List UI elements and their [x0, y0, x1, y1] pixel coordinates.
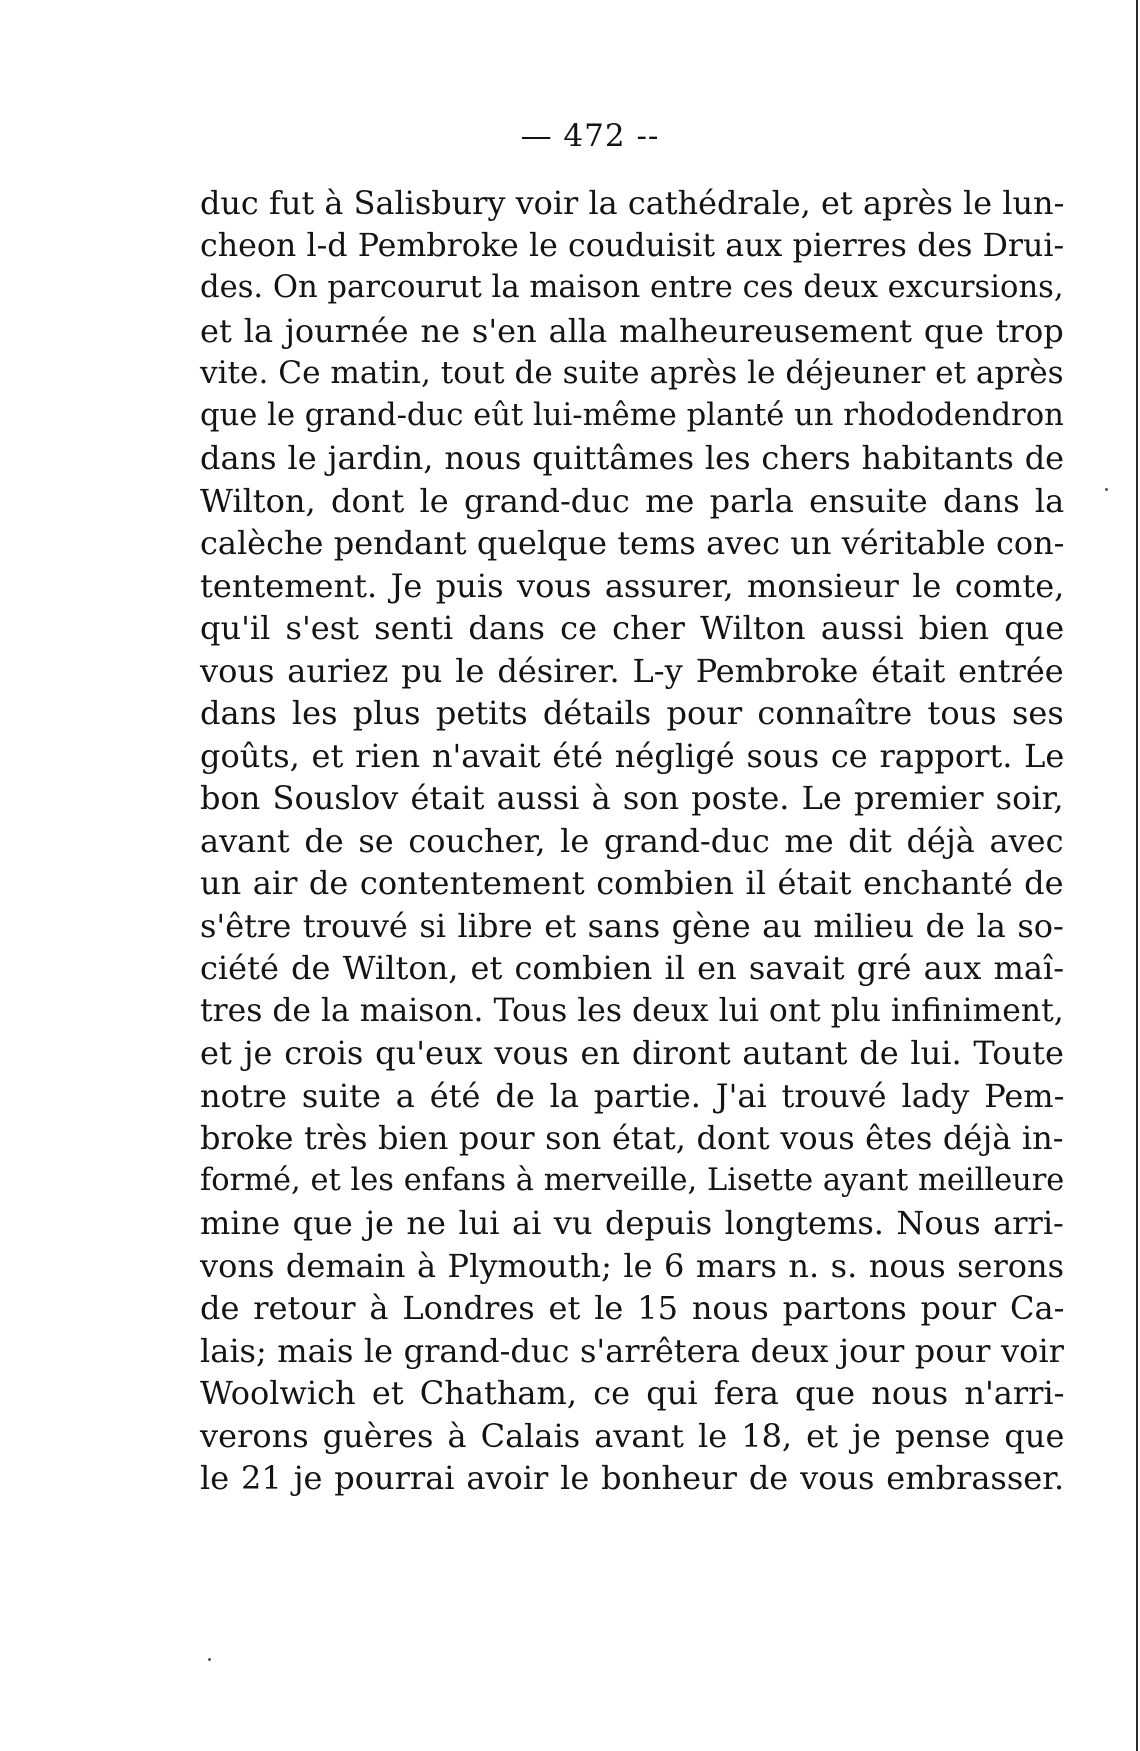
ink-speck: [208, 1658, 211, 1661]
text-line: formé, et les enfans à merveille, Lisette ayant meilleure: [200, 1162, 1065, 1198]
text-line: le 21 je pourrai avoir le bonheur de vous embrasser.: [200, 1459, 1065, 1497]
text-line: que le grand-duc eût lui-même planté un rhododendron: [200, 397, 1064, 433]
text-line: broke très bien pour son état, dont vous êtes déjà in-: [200, 1119, 1064, 1157]
text-line: dans les plus petits détails pour connaître tous ses: [200, 694, 1064, 732]
text-line: tres de la maison. Tous les deux lui ont plu infiniment,: [200, 992, 1064, 1029]
text-line: vous auriez pu le désirer. L-y Pembroke était entrée: [200, 651, 1064, 690]
text-line: tentement. Je puis vous assurer, monsieur le comte,: [200, 566, 1065, 605]
text-line: et je crois qu'eux vous en diront autant de lui. Toute: [200, 1034, 1064, 1072]
page-edge: [1136, 0, 1138, 1751]
text-line: bon Souslov était aussi à son poste. Le premier soir,: [200, 779, 1064, 817]
text-line: de retour à Londres et le 15 nous partons pour Ca-: [200, 1289, 1065, 1327]
text-line: s'être trouvé si libre et sans gène au milieu de la so-: [200, 906, 1064, 945]
body-text: [200, 182, 1064, 1500]
text-line: avant de se coucher, le grand-duc me dit déjà avec: [200, 821, 1064, 860]
text-line: duc fut à Salisbury voir la cathédrale, et après le lun-: [200, 184, 1065, 222]
text-line: goûts, et rien n'avait été négligé sous ce rapport. Le: [200, 736, 1065, 775]
text-line: notre suite a été de la partie. J'ai trouvé lady Pem-: [200, 1076, 1065, 1115]
text-line: verons guères à Calais avant le 18, et je pense que: [200, 1416, 1065, 1455]
text-line: et la journée ne s'en alla malheureusement que trop: [200, 311, 1064, 350]
text-line: vons demain à Plymouth; le 6 mars n. s. nous serons: [200, 1246, 1065, 1285]
text-line: Wilton, dont le grand-duc me parla ensuite dans la: [200, 481, 1065, 520]
text-line: vite. Ce matin, tout de suite après le déjeuner et après: [200, 355, 1064, 391]
text-line: calèche pendant quelque tems avec un véritable con-: [200, 524, 1065, 562]
text-line: dans le jardin, nous quittâmes les chers habitants de: [200, 439, 1065, 477]
ink-speck: [1105, 488, 1108, 491]
text-line: un air de contentement combien il était enchanté de: [200, 864, 1064, 902]
text-line: cheon l-d Pembroke le couduisit aux pierres des Drui-: [200, 227, 1065, 264]
text-line: mine que je ne lui ai vu depuis longtems. Nous arri-: [200, 1204, 1064, 1242]
page-number: — 472 --: [520, 118, 660, 154]
text-line: des. On parcourut la maison entre ces deux excursions,: [200, 270, 1064, 305]
text-line: qu'il s'est senti dans ce cher Wilton aussi bien que: [200, 609, 1065, 647]
text-line: ciété de Wilton, et combien il en savait gré aux maî-: [200, 949, 1065, 987]
text-line: lais; mais le grand-duc s'arrêtera deux jour pour voir: [200, 1331, 1064, 1370]
text-line: Woolwich et Chatham, ce qui fera que nous n'arri-: [200, 1374, 1065, 1412]
